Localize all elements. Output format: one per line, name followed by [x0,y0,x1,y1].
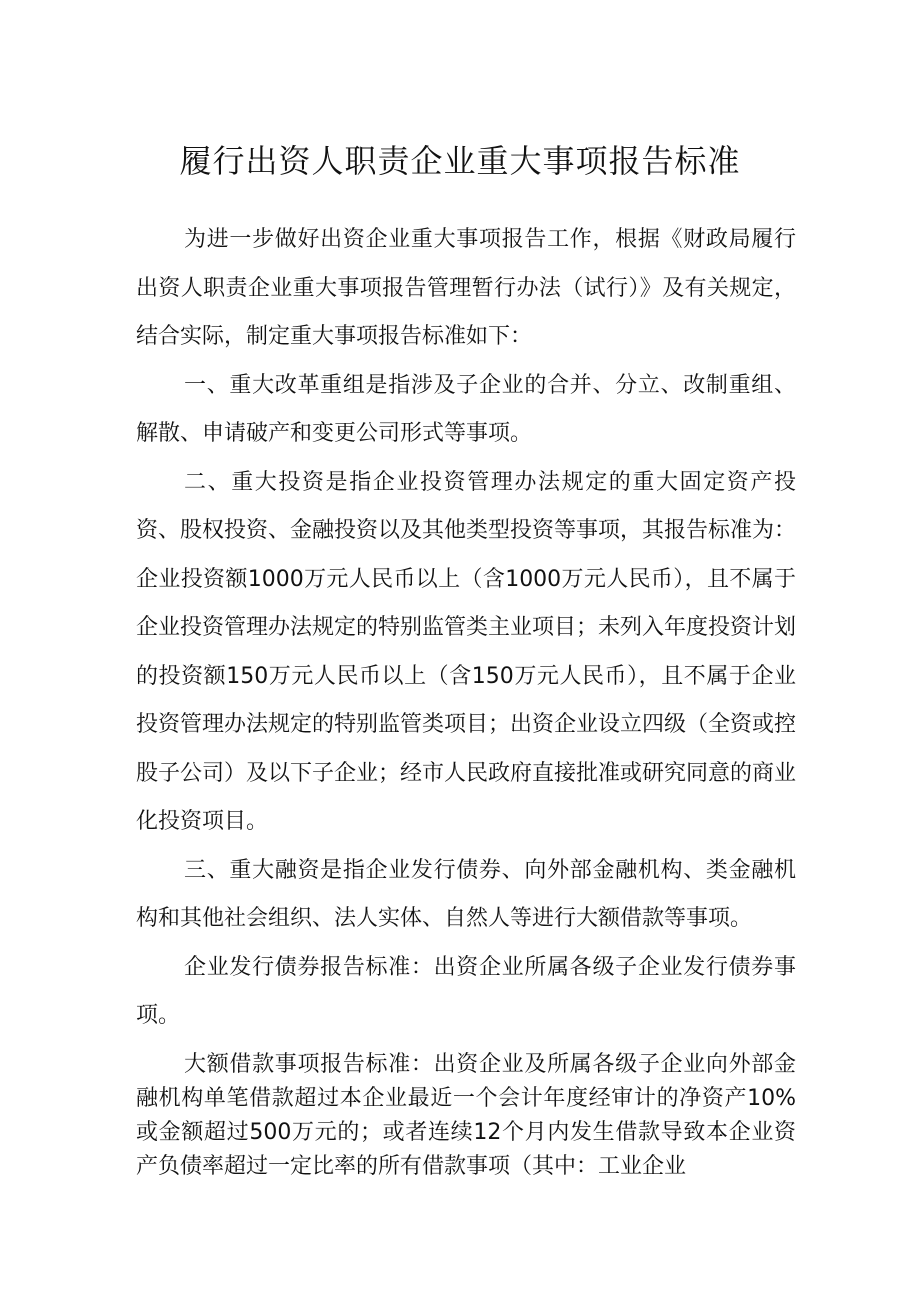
paragraph-restructuring: 一、重大改革重组是指涉及子企业的合并、分立、改制重组、解散、申请破产和变更公司形式等事项。 [136,372,796,446]
paragraph-investment: 二、重大投资是指企业投资管理办法规定的重大固定资产投资、股权投资、金融投资以及其他类型投资等事项，其报告标准为：企业投资额1000万元人民币以上（含1000万元人民币），且不属于企业投资管理办法规定的特别监管类主业项目；未列入年度投资计划的投资额150万元人民币以上（含150万元人民币），且不属于企业投资管理办法规定的特别监管类项目；出资企业设立四级（全资或控股子公司）及以下子企业；经市人民政府直接批准或研究同意的商业化投资项目。 [136,469,797,834]
paragraph-financing: 三、重大融资是指企业发行债券、向外部金融机构、类金融机构和其他社会组织、法人实体、自然人等进行大额借款等事项。 [136,857,796,931]
paragraph-loan-standard: 大额借款事项报告标准：出资企业及所属各级子企业向外部金融机构单笔借款超过本企业最近一个会计年度经审计的净资产10%或金额超过500万元的；或者连续12个月内发生借款导致本企业资产负债率超过一定比率的所有借款事项（其中：工业企业 [136,1051,796,1179]
document-body [136,216,796,1184]
document-title: 履行出资人职责企业重大事项报告标准 [179,142,741,180]
paragraph-intro: 为进一步做好出资企业重大事项报告工作，根据《财政局履行出资人职责企业重大事项报告管理暂行办法（试行）》及有关规定，结合实际，制定重大事项报告标准如下： [136,227,796,349]
paragraph-bond-standard: 企业发行债券报告标准：出资企业所属各级子企业发行债券事项。 [136,954,796,1028]
